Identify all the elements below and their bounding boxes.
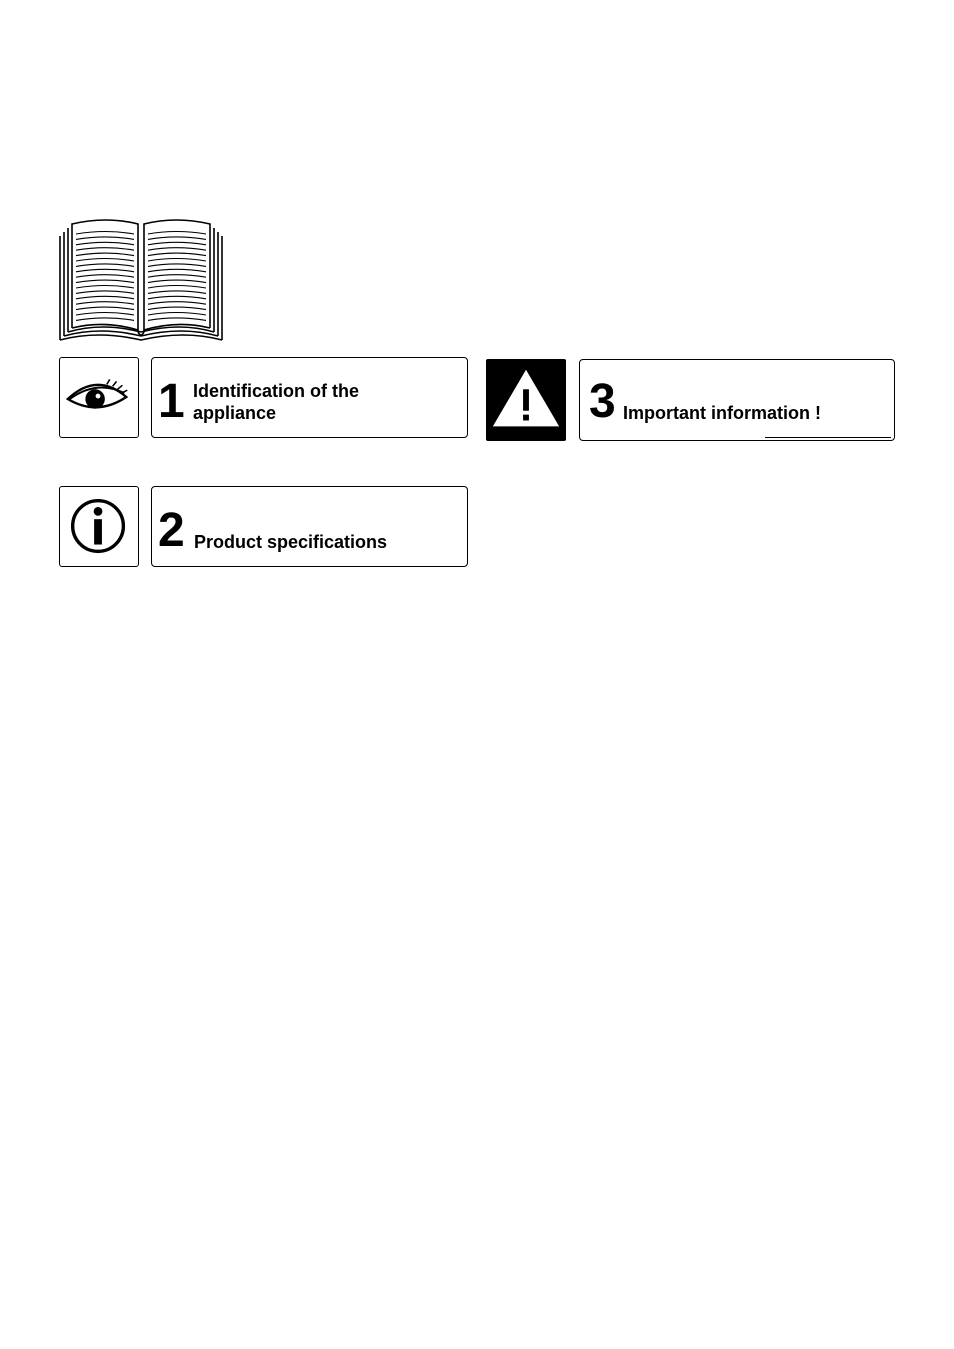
- section-3-label: Important information !: [623, 403, 821, 423]
- eye-icon-box: [59, 357, 139, 438]
- book-text-line: [76, 253, 134, 256]
- book-text-line: [148, 275, 206, 278]
- book-text-line: [76, 237, 134, 240]
- book-text-line: [148, 232, 206, 235]
- section-1-label-line-1: Identification of the: [193, 381, 359, 401]
- book-text-line: [148, 302, 206, 305]
- section-1-number: 1: [158, 375, 184, 428]
- book-text-line: [76, 307, 134, 310]
- book-text-line: [76, 313, 134, 316]
- book-text-line: [76, 248, 134, 251]
- book-text-line: [148, 253, 206, 256]
- book-text-line: [76, 302, 134, 305]
- warning-icon: [487, 360, 565, 440]
- section-3-number: 3: [589, 375, 615, 428]
- info-icon-box: [59, 486, 139, 567]
- book-text-line: [148, 307, 206, 310]
- book-text-line: [76, 280, 134, 283]
- book-text-line: [148, 291, 206, 294]
- book-text-line: [76, 232, 134, 235]
- book-text-line: [148, 259, 206, 262]
- book-text-line: [76, 286, 134, 289]
- eye-icon: [60, 358, 138, 437]
- book-text-line: [76, 291, 134, 294]
- book-text-line: [76, 275, 134, 278]
- section-3-box: [579, 359, 895, 441]
- book-text-line: [148, 242, 206, 245]
- book-text-line: [148, 264, 206, 267]
- book-text-line: [148, 269, 206, 272]
- book-text-line: [76, 264, 134, 267]
- section-2-number: 2: [158, 504, 184, 557]
- book-text-line: [148, 286, 206, 289]
- section-2-box: [151, 486, 468, 567]
- book-text-line: [148, 280, 206, 283]
- section-1-box: [151, 357, 468, 438]
- book-text-line: [148, 313, 206, 316]
- open-book-icon: [58, 216, 224, 342]
- book-text-line: [76, 296, 134, 299]
- book-text-line: [76, 269, 134, 272]
- book-text-line: [148, 237, 206, 240]
- book-text-line: [148, 296, 206, 299]
- book-text-line: [76, 242, 134, 245]
- book-text-line: [148, 248, 206, 251]
- book-text-line: [148, 318, 206, 321]
- section-1-label-line-2: appliance: [193, 403, 277, 423]
- book-text-line: [76, 259, 134, 262]
- section-2-label: Product specifications: [194, 532, 388, 552]
- book-text-line: [76, 318, 134, 321]
- warning-icon-box: [486, 359, 566, 441]
- info-icon: [60, 487, 138, 566]
- section-3-underline: [765, 437, 891, 438]
- section-1-label: [193, 380, 359, 424]
